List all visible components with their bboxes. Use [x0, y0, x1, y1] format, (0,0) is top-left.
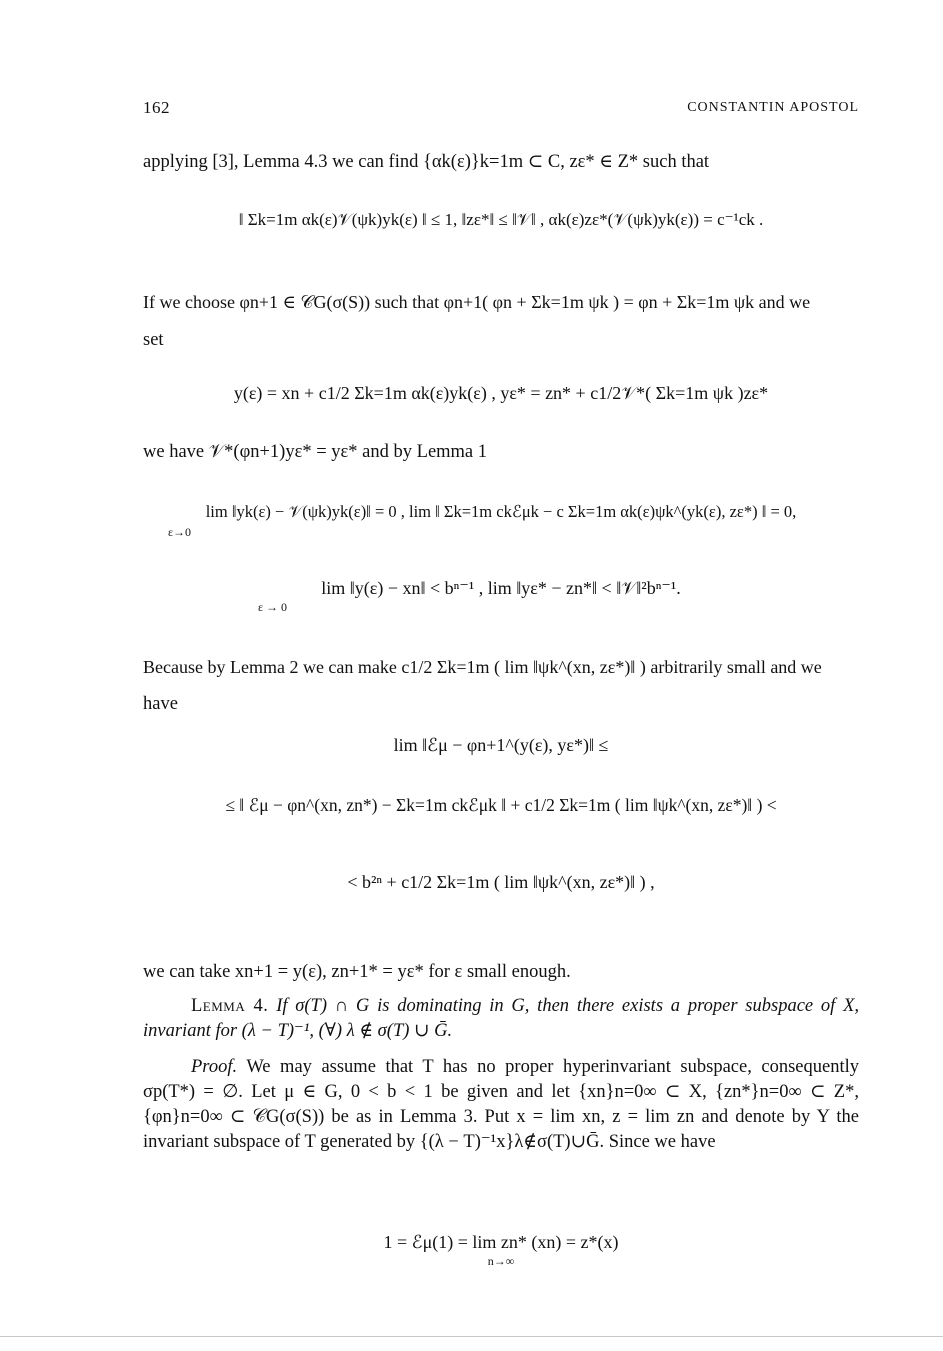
equation-limits-1: lim ‖yk(ε) − 𝒱(ψk)yk(ε)‖ = 0 , lim ‖ Σk=1m ckℰμk − c Σk=1m αk(ε)ψk^(yk(ε), zε*) ‖ = 0,: [205, 502, 797, 521]
equation-estimate-2: ≤ ‖ ℰμ − φn^(xn, zn*) − Σk=1m ckℰμk ‖ + c1/2 Σk=1m ( lim ‖ψk^(xn, zε*)‖ ) <: [225, 795, 777, 815]
equation-define-y: y(ε) = xn + c1/2 Σk=1m αk(ε)yk(ε) , yε* = zn* + c1/2𝒱*( Σk=1m ψk )zε*: [233, 383, 769, 403]
text-if-we-choose: If we choose φn+1 ∈ 𝒞G(σ(S)) such that φn+1( φn + Σk=1m ψk ) = φn + Σk=1m ψk and we: [143, 292, 811, 312]
equation-final-subscript: n→∞: [487, 1254, 515, 1268]
text-set: set: [143, 330, 164, 350]
equation-limits-2: lim ‖y(ε) − xn‖ < bⁿ⁻¹ , lim ‖yε* − zn*‖ < ‖𝒱‖²bⁿ⁻¹.: [321, 578, 681, 598]
running-head-author: CONSTANTIN APOSTOL: [687, 100, 859, 115]
equation-estimate-1: lim ‖ℰμ − φn+1^(y(ε), yε*)‖ ≤: [393, 735, 609, 755]
page-number: 162: [143, 98, 170, 117]
text-we-have-lemma1: we have 𝒱*(φn+1)yε* = yε* and by Lemma 1: [143, 442, 488, 462]
lemma-4-statement: [143, 994, 859, 1044]
page-bottom-edge: [0, 1336, 943, 1337]
equation-limits-2-subscript: ε → 0: [258, 600, 288, 614]
equation-estimate-3: < b²ⁿ + c1/2 Σk=1m ( lim ‖ψk^(xn, zε*)‖ ) ,: [347, 872, 655, 892]
lemma-text: If σ(T) ∩ G is dominating in G, then there exists a proper subspace of X, invariant for (λ − T)⁻¹, (∀) λ ∉ σ(T) ∪ Ḡ.: [143, 996, 859, 1041]
text-have: have: [143, 694, 178, 714]
equation-norm-bound: ‖ Σk=1m αk(ε)𝒱(ψk)yk(ε) ‖ ≤ 1, ‖zε*‖ ≤ ‖𝒱‖ , αk(ε)zε*(𝒱(ψk)yk(ε)) = c⁻¹ck .: [238, 210, 764, 229]
equation-limits-1-subscript: ε→0: [168, 525, 192, 539]
proof-text: We may assume that T has no proper hyperinvariant subspace, consequently σp(T*) = ∅. Let μ ∈ G, 0 < b < 1 be given and let {xn}n=0∞ ⊂ X, {zn*}n=0∞ ⊂ Z*, {φn}n=0∞ ⊂ 𝒞G(σ(S)) be as in Lemma 3. Put x = lim xn, z = lim zn and denote by Y the invariant subspace of T generated by {(λ − T)⁻¹x}λ∉σ(T)∪Ḡ. Since we have: [143, 1057, 859, 1152]
lemma-label: Lemma 4.: [191, 996, 269, 1016]
proof-label: Proof.: [191, 1057, 238, 1077]
equation-final: 1 = ℰμ(1) = lim zn* (xn) = z*(x): [383, 1232, 619, 1252]
text-applying-lemma: applying [3], Lemma 4.3 we can find {αk(ε)}k=1m ⊂ C, zε* ∈ Z* such that: [143, 152, 710, 172]
proof-paragraph: [143, 1055, 859, 1155]
text-we-can-take: we can take xn+1 = y(ε), zn+1* = yε* for ε small enough.: [143, 962, 571, 982]
text-because-lemma2: Because by Lemma 2 we can make c1/2 Σk=1m ( lim ‖ψk^(xn, zε*)‖ ) arbitrarily small and we: [143, 657, 822, 677]
